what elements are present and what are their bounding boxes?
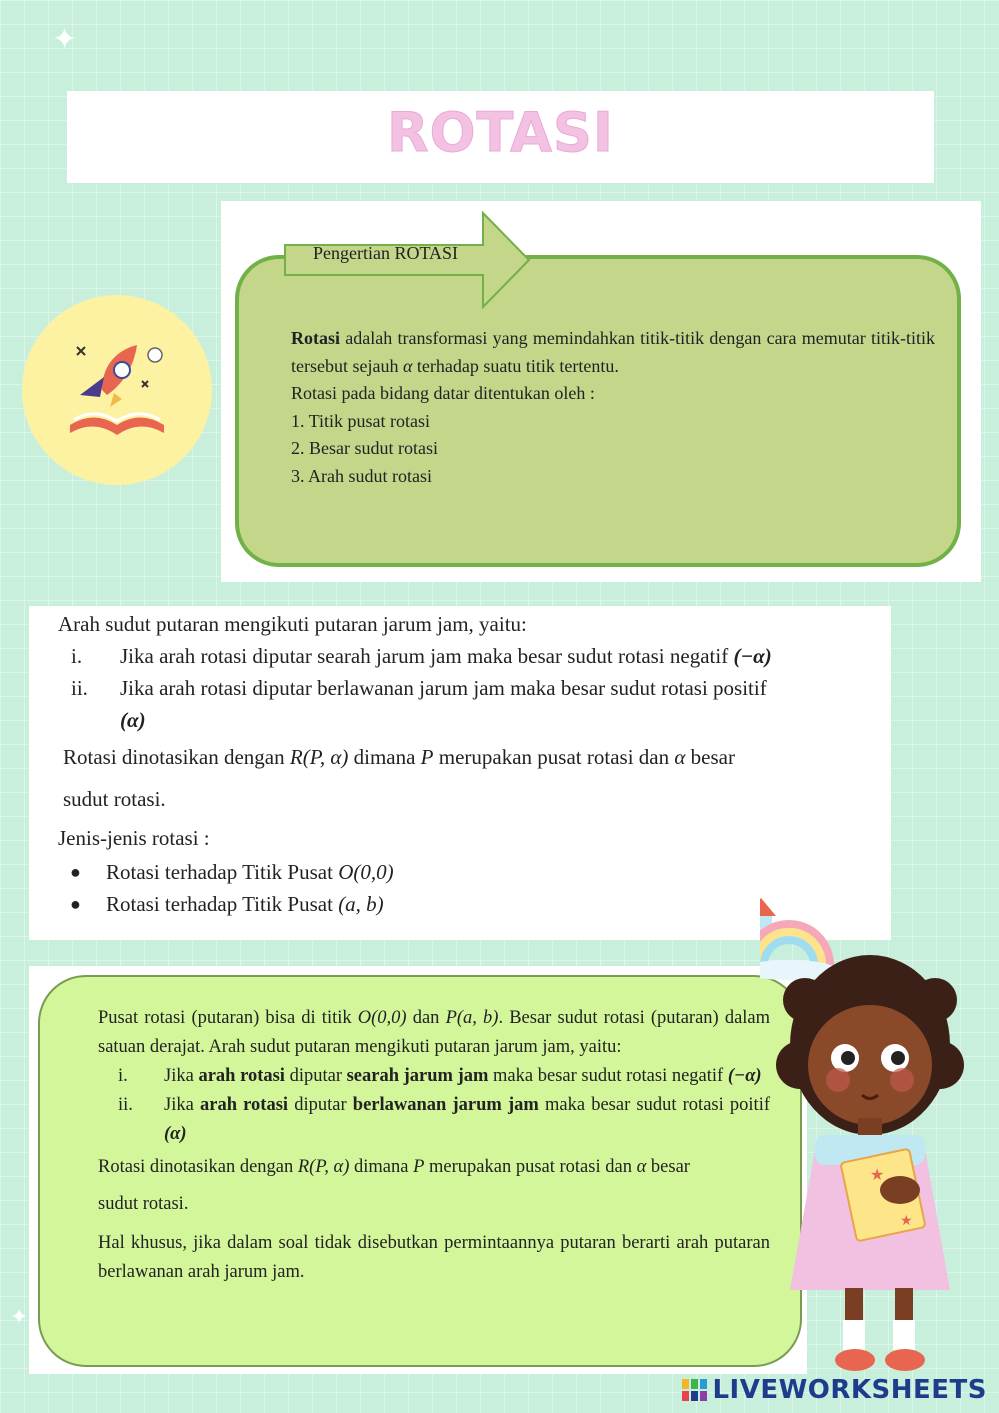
notation-text: dimana	[353, 745, 416, 769]
summary-box	[38, 975, 802, 1367]
page-title: ROTASI	[387, 101, 614, 164]
summary-sentence: Pusat rotasi (putaran) bisa di titik	[98, 1008, 352, 1028]
title-banner	[67, 91, 934, 183]
item-text: maka besar sudut rotasi negatif	[493, 1066, 724, 1086]
item-bold: arah rotasi	[198, 1066, 285, 1086]
item-bold: berlawanan jarum jam	[352, 1095, 539, 1115]
notation-math: R(P, α)	[297, 1157, 350, 1177]
rule-item	[58, 640, 878, 672]
item-bold: searah jarum jam	[346, 1066, 489, 1086]
types-title-text: Jenis-jenis rotasi :	[58, 826, 210, 850]
definition-intro: Rotasi pada bidang datar ditentukan oleh :	[291, 383, 595, 403]
definition-item: 1. Titik pusat rotasi	[291, 410, 431, 431]
rule-math: (α)	[120, 708, 146, 732]
notation-text: besar sudut rotasi.	[98, 1157, 690, 1214]
type-item	[58, 888, 878, 920]
rule-math: (−α)	[733, 644, 772, 668]
rocket-icon	[22, 295, 212, 485]
type-text: Rotasi terhadap Titik Pusat	[106, 860, 333, 884]
summary-item	[98, 1091, 770, 1149]
summary-sentence: dan	[412, 1008, 440, 1028]
rule-item	[58, 672, 878, 704]
definition-arrow-label: Pengertian ROTASI	[313, 243, 459, 263]
definition-text	[291, 325, 935, 490]
summary-math: O(0,0)	[357, 1008, 407, 1028]
bullet-icon: ●	[70, 862, 81, 882]
notation-line	[58, 736, 878, 778]
notation-text: merupakan pusat rotasi dan	[438, 745, 670, 769]
girl-illustration	[760, 890, 999, 1390]
alpha-symbol: α	[402, 355, 413, 376]
type-text: Rotasi terhadap Titik Pusat	[106, 892, 333, 916]
rocket-book-illustration	[22, 295, 212, 485]
summary-math: P(a, b)	[445, 1008, 499, 1028]
definition-item: 3. Arah sudut rotasi	[291, 465, 432, 486]
rule-text: Jika arah rotasi diputar berlawanan jarum jam maka besar sudut rotasi positif	[120, 676, 767, 700]
sparkle-icon: ✦	[10, 1305, 29, 1330]
item-math: (−α)	[727, 1066, 762, 1086]
type-math: O(0,0)	[338, 860, 394, 884]
definition-panel	[221, 201, 981, 582]
notation-text: Rotasi dinotasikan dengan	[98, 1157, 294, 1177]
notation-math: P	[413, 1157, 425, 1177]
notation-text: sudut rotasi.	[63, 787, 166, 811]
summary-special: Hal khusus, jika dalam soal tidak disebutkan permintaannya putaran berarti arah putaran berlawanan arah jarum jam.	[98, 1233, 770, 1282]
list-number: i.	[71, 644, 83, 668]
sparkle-icon: ✦	[52, 22, 78, 57]
item-bold: arah rotasi	[199, 1095, 289, 1115]
notation-math: P	[420, 745, 434, 769]
notation-text: dimana	[354, 1157, 409, 1177]
definition-sentence-end: terhadap suatu titik tertentu.	[416, 355, 619, 376]
item-text: Jika	[164, 1066, 194, 1086]
watermark-text: LIVEWORKSHEETS	[712, 1375, 987, 1405]
watermark-logo	[682, 1375, 987, 1405]
rule-text: Jika arah rotasi diputar searah jarum jam maka besar sudut rotasi negatif	[120, 644, 729, 668]
summary-sentence: . Besar sudut rotasi (putaran) dalam satuan derajat. Arah sudut putaran mengikuti putaran jarum jam, yaitu:	[98, 1008, 771, 1057]
definition-item: 2. Besar sudut rotasi	[291, 438, 438, 458]
item-text: maka besar sudut rotasi poitif	[544, 1095, 770, 1115]
liveworksheets-icon	[682, 1379, 708, 1401]
item-text: Jika	[164, 1095, 194, 1115]
notation-line	[58, 778, 878, 820]
summary-text	[98, 1004, 770, 1287]
notation-text: besar	[690, 745, 735, 769]
list-number: ii.	[118, 1095, 133, 1115]
type-item	[58, 856, 878, 888]
svg-text:★: ★	[870, 1167, 885, 1184]
types-title	[58, 820, 878, 856]
definition-sentence: adalah transformasi yang memindahkan titik-titik dengan cara memutar titik-titik tersebut sejauh	[291, 328, 936, 376]
notation-math: α	[636, 1157, 647, 1177]
notation-text: merupakan pusat rotasi dan	[429, 1157, 632, 1177]
type-math: (a, b)	[338, 892, 384, 916]
notation-text: Rotasi dinotasikan dengan	[63, 745, 285, 769]
item-text: diputar	[294, 1095, 347, 1115]
list-number: i.	[118, 1066, 128, 1086]
summary-panel	[29, 966, 807, 1374]
rainbow-castle-icon	[760, 898, 837, 980]
item-text: diputar	[289, 1066, 342, 1086]
summary-item	[98, 1062, 770, 1091]
summary-notation	[98, 1149, 728, 1223]
rules-intro: Arah sudut putaran mengikuti putaran jarum jam, yaitu:	[58, 612, 527, 636]
notation-math: R(P, α)	[289, 745, 349, 769]
item-math: (α)	[164, 1124, 187, 1144]
svg-text:★: ★	[900, 1214, 913, 1229]
notation-math: α	[674, 745, 686, 769]
definition-term: Rotasi	[291, 328, 340, 348]
list-number: ii.	[71, 676, 88, 700]
bullet-icon: ●	[70, 894, 81, 914]
